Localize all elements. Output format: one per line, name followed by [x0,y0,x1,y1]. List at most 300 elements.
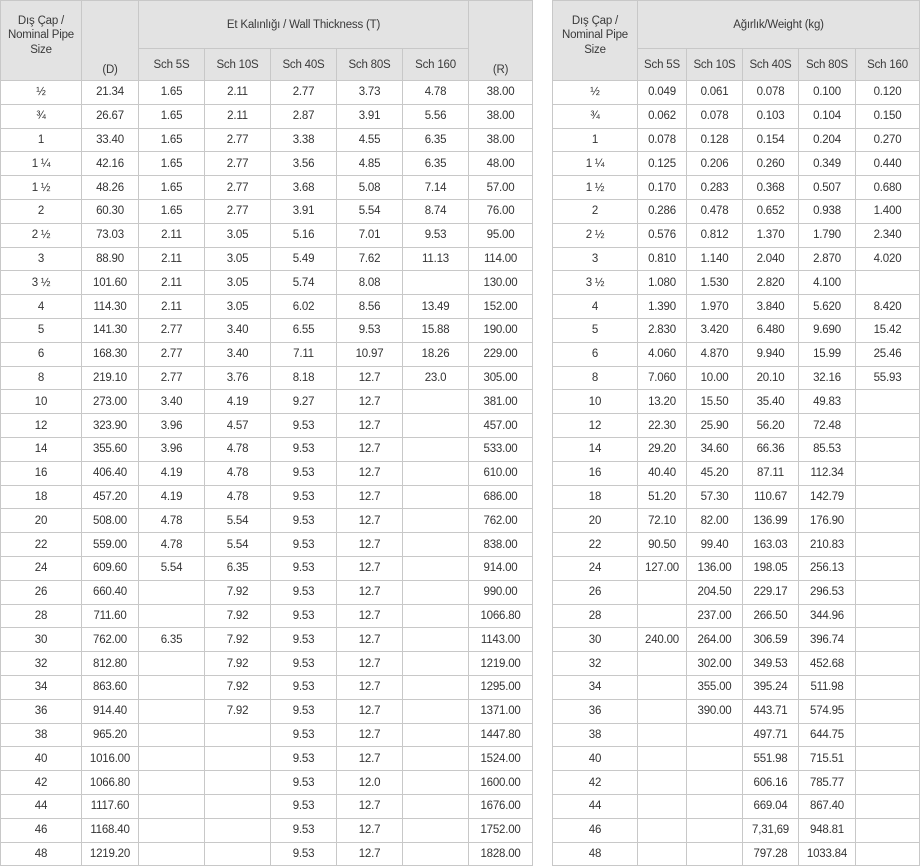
table-row [1,580,533,604]
sch-80s-cell: 7.62 [337,247,403,271]
table-row [1,771,533,795]
sch-5s-weight-cell [638,580,687,604]
sch-160-weight-cell: 55.93 [856,366,920,390]
sch-160-weight-cell: 1.400 [856,199,920,223]
sch-5s-cell [139,794,205,818]
sch-5s-cell [139,699,205,723]
sch-5s-cell: 1.65 [139,152,205,176]
table-row [553,771,920,795]
sch-40s-cell: 3.68 [271,176,337,200]
sch-80s-cell: 12.7 [337,437,403,461]
table-row [1,485,533,509]
sch-10s-weight-cell [687,747,743,771]
sch-5s-cell: 3.40 [139,390,205,414]
sch-10s-cell: 2.77 [205,128,271,152]
sch-80s-cell: 12.7 [337,414,403,438]
sch-160-cell [403,414,469,438]
nominal-size-cell: 3 ½ [553,271,638,295]
sch-10s-weight-cell: 390.00 [687,699,743,723]
sch-5s-cell: 2.77 [139,342,205,366]
sch-80s-cell: 12.7 [337,818,403,842]
nominal-size-cell: 5 [553,318,638,342]
sch-160-cell: 18.26 [403,342,469,366]
table-row [553,437,920,461]
sch-80s-cell: 4.55 [337,128,403,152]
bend-radius-cell: 990.00 [469,580,533,604]
sch-40s-cell: 3.91 [271,199,337,223]
table-row [553,747,920,771]
sch-160-cell [403,556,469,580]
table-row [553,152,920,176]
sch-5s-weight-cell: 240.00 [638,628,687,652]
sch-160-cell [403,699,469,723]
sch-160-weight-cell [856,556,920,580]
bend-radius-cell: 1219.00 [469,652,533,676]
sch-5s-weight-cell [638,747,687,771]
sch-160-cell [403,461,469,485]
sch-40s-cell: 2.77 [271,81,337,105]
sch-5s-weight-cell [638,675,687,699]
sch-160-weight-cell [856,723,920,747]
table-row [553,318,920,342]
table-row [553,223,920,247]
outer-diameter-cell: 73.03 [82,223,139,247]
sch-80s-weight-cell: 72.48 [799,414,856,438]
bend-radius-cell: 762.00 [469,509,533,533]
sch-80s-cell: 7.01 [337,223,403,247]
sch-160-weight-cell: 0.150 [856,104,920,128]
table-row [553,199,920,223]
bend-radius-cell: 1371.00 [469,699,533,723]
sch-80s-cell: 8.08 [337,271,403,295]
sch-10s-weight-cell: 0.478 [687,199,743,223]
bend-radius-cell: 1295.00 [469,675,533,699]
nominal-size-cell: 44 [553,794,638,818]
sch-80s-weight-cell: 1033.84 [799,842,856,866]
outer-diameter-cell: 1168.40 [82,818,139,842]
nominal-size-cell: 46 [1,818,82,842]
sch-80s-cell: 12.7 [337,485,403,509]
sch-40s-weight-cell: 0.154 [743,128,799,152]
bend-radius-cell: 57.00 [469,176,533,200]
sch-160-weight-cell: 0.120 [856,81,920,105]
sch-5s-cell: 1.65 [139,128,205,152]
sch-40s-weight-cell: 497.71 [743,723,799,747]
sch-10s-cell: 4.78 [205,461,271,485]
sch-40s-weight-cell: 20.10 [743,366,799,390]
sch-5s-weight-cell: 90.50 [638,533,687,557]
nominal-size-cell: 1 ¼ [553,152,638,176]
sch-40s-cell: 9.53 [271,533,337,557]
sch-40s-weight-cell: 198.05 [743,556,799,580]
sch-10s-weight-cell: 0.283 [687,176,743,200]
sch-160-weight-cell [856,485,920,509]
outer-diameter-header: (D) [82,1,139,81]
sch-160-header: Sch 160 [403,49,469,81]
sch-40s-header: Sch 40S [271,49,337,81]
sch-80s-weight-cell: 0.938 [799,199,856,223]
sch-10s-cell: 2.11 [205,81,271,105]
table-row [1,509,533,533]
sch-40s-weight-cell: 87.11 [743,461,799,485]
sch-40s-weight-cell: 3.840 [743,295,799,319]
nominal-size-cell: 26 [1,580,82,604]
sch-80s-cell: 5.54 [337,199,403,223]
outer-diameter-cell: 508.00 [82,509,139,533]
nominal-size-cell: 6 [1,342,82,366]
sch-40s-cell: 9.53 [271,414,337,438]
table-row [553,176,920,200]
bend-radius-cell: 38.00 [469,81,533,105]
nominal-size-cell: 3 [1,247,82,271]
sch-160-cell [403,723,469,747]
table-row [553,342,920,366]
nominal-size-cell: 18 [553,485,638,509]
sch-80s-cell: 12.0 [337,771,403,795]
sch-10s-weight-cell: 0.206 [687,152,743,176]
sch-160-weight-cell [856,842,920,866]
bend-radius-cell: 76.00 [469,199,533,223]
outer-diameter-cell: 323.90 [82,414,139,438]
sch-5s-cell: 2.77 [139,318,205,342]
outer-diameter-cell: 219.10 [82,366,139,390]
table-row [1,794,533,818]
sch-40s-weight-cell: 136.99 [743,509,799,533]
outer-diameter-cell: 863.60 [82,675,139,699]
sch-160-cell: 6.35 [403,128,469,152]
sch-80s-cell: 12.7 [337,842,403,866]
sch-80s-weight-cell: 0.104 [799,104,856,128]
sch-5s-weight-cell [638,794,687,818]
sch-5s-cell: 3.96 [139,414,205,438]
sch-160-cell: 11.13 [403,247,469,271]
sch-80s-header: Sch 80S [799,49,856,81]
sch-80s-cell: 12.7 [337,747,403,771]
sch-5s-weight-cell: 2.830 [638,318,687,342]
sch-40s-weight-cell: 0.078 [743,81,799,105]
bend-radius-cell: 1524.00 [469,747,533,771]
sch-160-cell: 4.78 [403,81,469,105]
table-row [1,390,533,414]
wall-thickness-header: Et Kalınlığı / Wall Thickness (T) [139,1,469,49]
table-row [553,128,920,152]
nominal-size-cell: 8 [553,366,638,390]
sch-5s-weight-cell: 22.30 [638,414,687,438]
sch-5s-weight-cell: 0.049 [638,81,687,105]
sch-10s-cell: 4.57 [205,414,271,438]
sch-160-weight-cell: 0.440 [856,152,920,176]
sch-5s-weight-cell: 4.060 [638,342,687,366]
bend-radius-cell: 1447.80 [469,723,533,747]
sch-10s-weight-cell [687,771,743,795]
sch-40s-cell: 9.53 [271,556,337,580]
table-row [1,247,533,271]
sch-80s-cell: 12.7 [337,675,403,699]
sch-80s-weight-cell: 4.100 [799,271,856,295]
sch-5s-cell [139,652,205,676]
table-row [1,318,533,342]
nominal-size-cell: 14 [553,437,638,461]
sch-10s-cell [205,771,271,795]
nominal-size-cell: 2 ½ [553,223,638,247]
sch-160-cell [403,842,469,866]
sch-5s-cell [139,675,205,699]
table-row [553,533,920,557]
table-row [553,842,920,866]
sch-40s-cell: 9.53 [271,437,337,461]
sch-40s-weight-cell: 2.820 [743,271,799,295]
outer-diameter-cell: 355.60 [82,437,139,461]
bend-radius-cell: 686.00 [469,485,533,509]
sch-5s-weight-cell: 29.20 [638,437,687,461]
sch-40s-weight-cell: 2.040 [743,247,799,271]
sch-5s-cell [139,723,205,747]
nominal-size-cell: 42 [553,771,638,795]
nominal-size-cell: 46 [553,818,638,842]
nominal-size-cell: 1 ½ [1,176,82,200]
nominal-size-cell: ¾ [553,104,638,128]
sch-5s-weight-cell [638,652,687,676]
sch-5s-weight-cell: 0.576 [638,223,687,247]
nominal-size-cell: ½ [1,81,82,105]
sch-160-weight-cell: 4.020 [856,247,920,271]
sch-160-weight-cell: 0.680 [856,176,920,200]
sch-10s-cell: 4.19 [205,390,271,414]
sch-10s-cell: 7.92 [205,675,271,699]
sch-10s-cell: 6.35 [205,556,271,580]
sch-10s-cell: 7.92 [205,652,271,676]
sch-10s-weight-cell: 355.00 [687,675,743,699]
sch-80s-weight-cell: 15.99 [799,342,856,366]
nominal-size-cell: 40 [1,747,82,771]
sch-160-weight-cell [856,437,920,461]
sch-160-weight-cell [856,509,920,533]
nominal-size-cell: 2 [1,199,82,223]
sch-10s-cell: 3.05 [205,223,271,247]
sch-40s-cell: 9.53 [271,509,337,533]
sch-10s-weight-cell [687,842,743,866]
sch-40s-weight-cell: 306.59 [743,628,799,652]
sch-10s-cell: 5.54 [205,509,271,533]
sch-10s-cell: 7.92 [205,628,271,652]
nominal-size-cell: 1 [1,128,82,152]
sch-80s-cell: 12.7 [337,723,403,747]
table-row [1,366,533,390]
sch-80s-cell: 12.7 [337,390,403,414]
sch-5s-cell: 2.77 [139,366,205,390]
table-row [1,842,533,866]
sch-10s-cell: 4.78 [205,437,271,461]
table-row [553,604,920,628]
sch-40s-weight-cell: 0.260 [743,152,799,176]
sch-80s-weight-cell: 644.75 [799,723,856,747]
sch-160-weight-cell [856,533,920,557]
sch-40s-cell: 3.38 [271,128,337,152]
sch-10s-cell [205,723,271,747]
table-row [1,104,533,128]
nominal-size-cell: 36 [1,699,82,723]
sch-10s-weight-cell: 204.50 [687,580,743,604]
sch-80s-cell: 12.7 [337,556,403,580]
sch-40s-cell: 9.53 [271,675,337,699]
outer-diameter-cell: 26.67 [82,104,139,128]
sch-160-cell: 7.14 [403,176,469,200]
sch-5s-cell: 2.11 [139,271,205,295]
bend-radius-cell: 914.00 [469,556,533,580]
bend-radius-header: (R) [469,1,533,81]
sch-10s-cell: 2.77 [205,152,271,176]
outer-diameter-cell: 33.40 [82,128,139,152]
sch-160-cell [403,437,469,461]
bend-radius-cell: 190.00 [469,318,533,342]
sch-5s-weight-cell: 1.390 [638,295,687,319]
nominal-size-cell: 1 [553,128,638,152]
sch-80s-cell: 12.7 [337,509,403,533]
sch-80s-weight-cell: 0.100 [799,81,856,105]
nominal-size-cell: 10 [1,390,82,414]
table-row [1,176,533,200]
sch-40s-cell: 6.02 [271,295,337,319]
sch-80s-cell: 4.85 [337,152,403,176]
sch-10s-weight-cell: 15.50 [687,390,743,414]
nominal-size-cell: 1 ½ [553,176,638,200]
sch-5s-cell [139,842,205,866]
nominal-size-cell: ½ [553,81,638,105]
sch-40s-weight-cell: 0.368 [743,176,799,200]
nominal-size-cell: 8 [1,366,82,390]
sch-40s-cell: 9.53 [271,723,337,747]
sch-80s-weight-cell: 0.349 [799,152,856,176]
sch-40s-cell: 9.27 [271,390,337,414]
sch-5s-weight-cell: 0.170 [638,176,687,200]
sch-80s-weight-cell: 9.690 [799,318,856,342]
sch-5s-cell: 6.35 [139,628,205,652]
outer-diameter-cell: 559.00 [82,533,139,557]
table-row [553,699,920,723]
bend-radius-cell: 305.00 [469,366,533,390]
outer-diameter-cell: 101.60 [82,271,139,295]
bend-radius-cell: 1828.00 [469,842,533,866]
sch-10s-cell: 5.54 [205,533,271,557]
sch-5s-cell [139,747,205,771]
sch-80s-weight-cell: 396.74 [799,628,856,652]
nominal-size-cell: 20 [1,509,82,533]
sch-5s-cell: 5.54 [139,556,205,580]
sch-10s-cell [205,794,271,818]
outer-diameter-cell: 609.60 [82,556,139,580]
sch-10s-weight-cell: 4.870 [687,342,743,366]
table-row [1,699,533,723]
sch-160-weight-cell [856,699,920,723]
sch-80s-weight-cell: 142.79 [799,485,856,509]
sch-40s-weight-cell: 395.24 [743,675,799,699]
sch-160-weight-cell [856,818,920,842]
sch-10s-cell: 2.77 [205,176,271,200]
sch-160-weight-cell [856,747,920,771]
sch-10s-weight-cell: 57.30 [687,485,743,509]
nominal-size-cell: 42 [1,771,82,795]
sch-10s-weight-cell: 10.00 [687,366,743,390]
sch-80s-weight-cell: 2.870 [799,247,856,271]
sch-5s-cell [139,771,205,795]
sch-40s-cell: 6.55 [271,318,337,342]
sch-5s-cell: 4.78 [139,509,205,533]
table-row [1,152,533,176]
sch-10s-weight-cell: 136.00 [687,556,743,580]
table-row [553,794,920,818]
sch-5s-weight-cell [638,818,687,842]
table-row [1,437,533,461]
sch-10s-cell: 4.78 [205,485,271,509]
nominal-size-cell: 44 [1,794,82,818]
sch-5s-weight-cell [638,699,687,723]
sch-10s-weight-cell: 0.078 [687,104,743,128]
nominal-size-cell: ¾ [1,104,82,128]
table-row [1,604,533,628]
bend-radius-cell: 48.00 [469,152,533,176]
nominal-size-cell: 28 [1,604,82,628]
table-row [553,81,920,105]
bend-radius-cell: 152.00 [469,295,533,319]
sch-40s-weight-cell: 606.16 [743,771,799,795]
sch-5s-cell: 2.11 [139,295,205,319]
table-row [553,485,920,509]
table-row [1,675,533,699]
sch-160-cell [403,485,469,509]
sch-40s-cell: 5.16 [271,223,337,247]
sch-80s-cell: 12.7 [337,652,403,676]
sch-5s-weight-cell: 0.810 [638,247,687,271]
table-row [1,342,533,366]
sch-80s-cell: 8.56 [337,295,403,319]
sch-5s-cell: 1.65 [139,176,205,200]
sch-5s-weight-cell: 0.062 [638,104,687,128]
sch-80s-weight-cell: 574.95 [799,699,856,723]
table-row [1,81,533,105]
sch-40s-weight-cell: 349.53 [743,652,799,676]
outer-diameter-cell: 406.40 [82,461,139,485]
sch-40s-weight-cell: 0.103 [743,104,799,128]
sch-40s-weight-cell: 797.28 [743,842,799,866]
sch-80s-weight-cell: 1.790 [799,223,856,247]
outer-diameter-cell: 48.26 [82,176,139,200]
sch-10s-cell: 3.40 [205,318,271,342]
bend-radius-cell: 38.00 [469,104,533,128]
sch-10s-header: Sch 10S [205,49,271,81]
table-row [553,556,920,580]
sch-40s-cell: 9.53 [271,818,337,842]
table-row [1,128,533,152]
sch-160-header: Sch 160 [856,49,920,81]
sch-160-cell [403,390,469,414]
nominal-size-cell: 16 [1,461,82,485]
sch-80s-weight-cell: 785.77 [799,771,856,795]
sch-160-cell: 13.49 [403,295,469,319]
outer-diameter-cell: 60.30 [82,199,139,223]
sch-160-weight-cell: 15.42 [856,318,920,342]
weight-header: Ağırlık/Weight (kg) [638,1,920,49]
nominal-size-header: Dış Çap / Nominal Pipe Size [1,1,82,81]
sch-10s-cell [205,842,271,866]
outer-diameter-cell: 812.80 [82,652,139,676]
table-row [553,461,920,485]
sch-10s-weight-cell: 1.970 [687,295,743,319]
sch-80s-cell: 12.7 [337,699,403,723]
nominal-size-cell: 48 [1,842,82,866]
table-row [553,366,920,390]
sch-160-weight-cell: 2.340 [856,223,920,247]
sch-40s-cell: 9.53 [271,580,337,604]
